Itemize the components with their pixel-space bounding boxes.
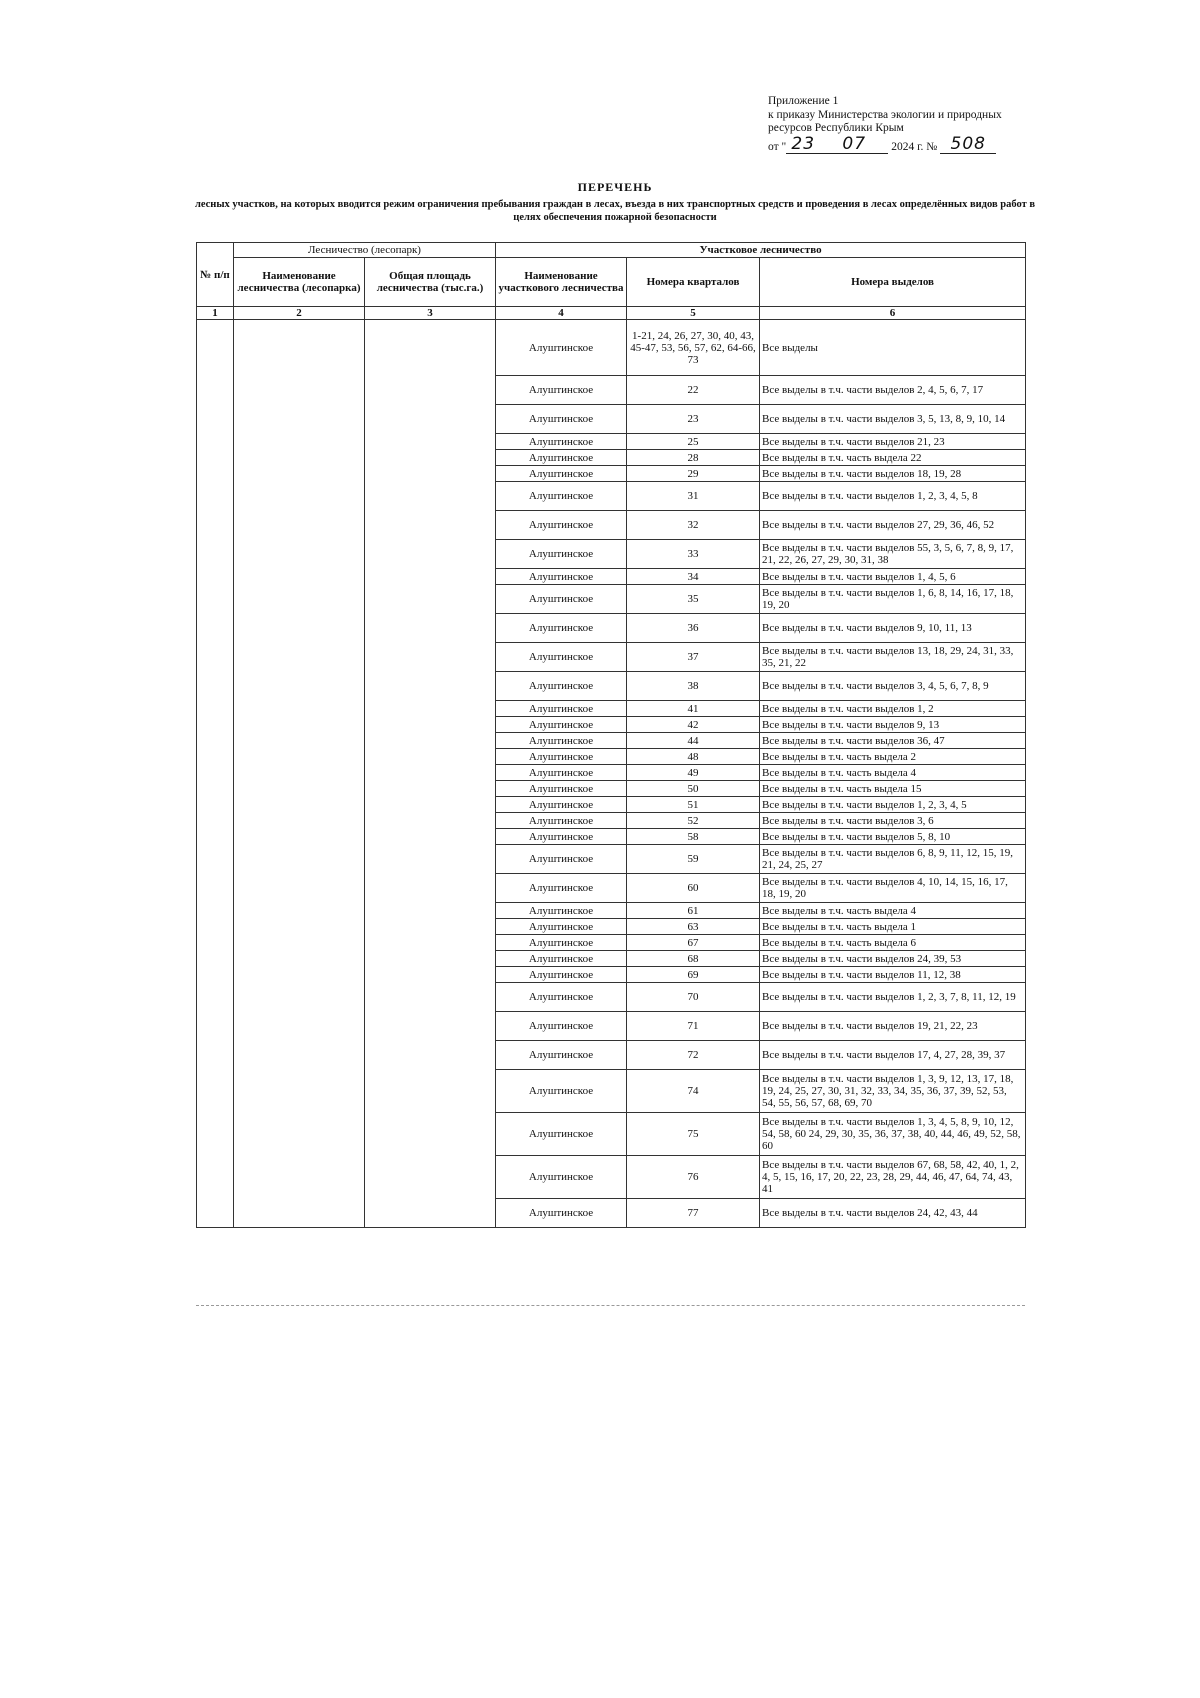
quarters-cell: 71 — [627, 1012, 760, 1041]
allotments-cell: Все выделы в т.ч. части выделов 1, 2, 3, 4, 5, 8 — [760, 482, 1026, 511]
blank-forestry-name-cell — [234, 320, 365, 1228]
district-cell: Алуштинское — [496, 434, 627, 450]
allotments-cell: Все выделы в т.ч. части выделов 67, 68, 58, 42, 40, 1, 2, 4, 5, 15, 16, 17, 20, 22, 23, 28, 29, 44, 46, 47, 64, 74, 43, 41 — [760, 1156, 1026, 1199]
district-cell: Алуштинское — [496, 540, 627, 569]
district-cell: Алуштинское — [496, 643, 627, 672]
district-cell: Алуштинское — [496, 845, 627, 874]
allotments-cell: Все выделы в т.ч. часть выдела 1 — [760, 919, 1026, 935]
district-cell: Алуштинское — [496, 829, 627, 845]
district-cell: Алуштинское — [496, 967, 627, 983]
header-col-forestry-area: Общая площадь лесничества (тыс.га.) — [365, 258, 496, 307]
district-cell: Алуштинское — [496, 935, 627, 951]
allotments-cell: Все выделы в т.ч. часть выдела 4 — [760, 765, 1026, 781]
district-cell: Алуштинское — [496, 983, 627, 1012]
header-row-numbers — [197, 307, 1026, 320]
forest-plots-table — [196, 242, 1026, 1228]
district-cell: Алуштинское — [496, 466, 627, 482]
allotments-cell: Все выделы в т.ч. части выделов 24, 39, 53 — [760, 951, 1026, 967]
allotments-cell: Все выделы в т.ч. части выделов 36, 47 — [760, 733, 1026, 749]
header-group-forestry: Лесничество (лесопарк) — [234, 243, 496, 258]
allotments-cell: Все выделы в т.ч. части выделов 2, 4, 5, 6, 7, 17 — [760, 376, 1026, 405]
quarters-cell: 70 — [627, 983, 760, 1012]
table-row — [197, 320, 1026, 376]
date-month-field — [820, 133, 888, 155]
allotments-cell: Все выделы в т.ч. части выделов 4, 10, 14, 15, 16, 17, 18, 19, 20 — [760, 874, 1026, 903]
allotments-cell: Все выделы в т.ч. части выделов 3, 5, 13, 8, 9, 10, 14 — [760, 405, 1026, 434]
quarters-cell: 59 — [627, 845, 760, 874]
appendix-order-line: к приказу Министерства экологии и природных — [768, 108, 1002, 121]
district-cell: Алуштинское — [496, 733, 627, 749]
quarters-cell: 67 — [627, 935, 760, 951]
allotments-cell: Все выделы в т.ч. части выделов 55, 3, 5, 6, 7, 8, 9, 17, 21, 22, 26, 27, 29, 30, 31, 38 — [760, 540, 1026, 569]
quarters-cell: 1-21, 24, 26, 27, 30, 40, 43, 45-47, 53, 56, 57, 62, 64-66, 73 — [627, 320, 760, 376]
quarters-cell: 32 — [627, 511, 760, 540]
allotments-cell: Все выделы в т.ч. части выделов 17, 4, 27, 28, 39, 37 — [760, 1041, 1026, 1070]
allotments-cell: Все выделы в т.ч. части выделов 19, 21, 22, 23 — [760, 1012, 1026, 1041]
quarters-cell: 76 — [627, 1156, 760, 1199]
district-cell: Алуштинское — [496, 765, 627, 781]
header-col-allotments: Номера выделов — [760, 258, 1026, 307]
district-cell: Алуштинское — [496, 511, 627, 540]
quarters-cell: 38 — [627, 672, 760, 701]
document-subtitle: лесных участков, на которых вводится режим ограничения пребывания граждан в лесах, въезда в них транспортных средств и проведения в лесах определённых видов работ в целях обеспечения пожарной безопасности — [194, 199, 1036, 223]
district-cell: Алуштинское — [496, 405, 627, 434]
district-cell: Алуштинское — [496, 1012, 627, 1041]
allotments-cell: Все выделы в т.ч. часть выдела 22 — [760, 450, 1026, 466]
allotments-cell: Все выделы в т.ч. части выделов 1, 4, 5, 6 — [760, 569, 1026, 585]
appendix-date-row — [768, 133, 1038, 155]
district-cell: Алуштинское — [496, 320, 627, 376]
district-cell: Алуштинское — [496, 585, 627, 614]
allotments-cell: Все выделы — [760, 320, 1026, 376]
district-cell: Алуштинское — [496, 569, 627, 585]
quarters-cell: 48 — [627, 749, 760, 765]
document-title: ПЕРЕЧЕНЬ — [577, 180, 653, 194]
quarters-cell: 28 — [627, 450, 760, 466]
title-block — [190, 180, 1040, 224]
quarters-cell: 33 — [627, 540, 760, 569]
order-number: 508 — [950, 133, 986, 154]
quarters-cell: 77 — [627, 1199, 760, 1228]
allotments-cell: Все выделы в т.ч. части выделов 27, 29, 36, 46, 52 — [760, 511, 1026, 540]
quarters-cell: 69 — [627, 967, 760, 983]
date-month: 07 — [842, 133, 867, 154]
header-col-number: № п/п — [197, 243, 234, 307]
district-cell: Алуштинское — [496, 1199, 627, 1228]
allotments-cell: Все выделы в т.ч. части выделов 24, 42, 43, 44 — [760, 1199, 1026, 1228]
header-col-district-name: Наименование участкового лесничества — [496, 258, 627, 307]
quarters-cell: 34 — [627, 569, 760, 585]
district-cell: Алуштинское — [496, 1156, 627, 1199]
district-cell: Алуштинское — [496, 903, 627, 919]
allotments-cell: Все выделы в т.ч. части выделов 18, 19, 28 — [760, 466, 1026, 482]
header-group-district: Участковое лесничество — [496, 243, 1026, 258]
col-number-label: 3 — [365, 307, 496, 320]
district-cell: Алуштинское — [496, 1041, 627, 1070]
allotments-cell: Все выделы в т.ч. части выделов 6, 8, 9, 11, 12, 15, 19, 21, 24, 25, 27 — [760, 845, 1026, 874]
quarters-cell: 35 — [627, 585, 760, 614]
district-cell: Алуштинское — [496, 717, 627, 733]
date-prefix: от " — [768, 140, 787, 153]
header-row-groups — [197, 243, 1026, 258]
scan-edge-line — [196, 1305, 1025, 1306]
district-cell: Алуштинское — [496, 450, 627, 466]
order-number-field — [940, 133, 996, 155]
appendix-ministry-line: ресурсов Республики Крым — [768, 122, 904, 134]
allotments-cell: Все выделы в т.ч. части выделов 1, 6, 8, 14, 16, 17, 18, 19, 20 — [760, 585, 1026, 614]
quarters-cell: 42 — [627, 717, 760, 733]
district-cell: Алуштинское — [496, 813, 627, 829]
quarters-cell: 44 — [627, 733, 760, 749]
allotments-cell: Все выделы в т.ч. части выделов 13, 18, 29, 24, 31, 33, 35, 21, 22 — [760, 643, 1026, 672]
quarters-cell: 63 — [627, 919, 760, 935]
col-number-label: 6 — [760, 307, 1026, 320]
quarters-cell: 49 — [627, 765, 760, 781]
quarters-cell: 25 — [627, 434, 760, 450]
date-day: 23 — [791, 133, 816, 154]
district-cell: Алуштинское — [496, 614, 627, 643]
header-row-columns — [197, 258, 1026, 307]
district-cell: Алуштинское — [496, 919, 627, 935]
allotments-cell: Все выделы в т.ч. части выделов 1, 3, 9, 12, 13, 17, 18, 19, 24, 25, 27, 30, 31, 32, 33, 34, 35, 36, 37, 39, 52, 53, 54, 55, 56, 57, 68, 69, 70 — [760, 1070, 1026, 1113]
district-cell: Алуштинское — [496, 701, 627, 717]
allotments-cell: Все выделы в т.ч. части выделов 5, 8, 10 — [760, 829, 1026, 845]
allotments-cell: Все выделы в т.ч. части выделов 11, 12, 38 — [760, 967, 1026, 983]
blank-number-cell — [197, 320, 234, 1228]
quarters-cell: 37 — [627, 643, 760, 672]
appendix-title: Приложение 1 — [768, 95, 839, 107]
quarters-cell: 51 — [627, 797, 760, 813]
quarters-cell: 29 — [627, 466, 760, 482]
allotments-cell: Все выделы в т.ч. части выделов 3, 6 — [760, 813, 1026, 829]
quarters-cell: 52 — [627, 813, 760, 829]
blank-forestry-area-cell — [365, 320, 496, 1228]
allotments-cell: Все выделы в т.ч. части выделов 9, 10, 11, 13 — [760, 614, 1026, 643]
table-body — [197, 320, 1026, 1228]
allotments-cell: Все выделы в т.ч. части выделов 9, 13 — [760, 717, 1026, 733]
quarters-cell: 22 — [627, 376, 760, 405]
date-year: 2024 г. № — [891, 140, 938, 153]
allotments-cell: Все выделы в т.ч. часть выдела 15 — [760, 781, 1026, 797]
quarters-cell: 58 — [627, 829, 760, 845]
col-number-label: 2 — [234, 307, 365, 320]
district-cell: Алуштинское — [496, 749, 627, 765]
allotments-cell: Все выделы в т.ч. части выделов 21, 23 — [760, 434, 1026, 450]
quarters-cell: 68 — [627, 951, 760, 967]
district-cell: Алуштинское — [496, 1070, 627, 1113]
col-number-label: 5 — [627, 307, 760, 320]
district-cell: Алуштинское — [496, 781, 627, 797]
allotments-cell: Все выделы в т.ч. части выделов 1, 2 — [760, 701, 1026, 717]
district-cell: Алуштинское — [496, 951, 627, 967]
quarters-cell: 75 — [627, 1113, 760, 1156]
district-cell: Алуштинское — [496, 672, 627, 701]
allotments-cell: Все выделы в т.ч. части выделов 3, 4, 5, 6, 7, 8, 9 — [760, 672, 1026, 701]
quarters-cell: 31 — [627, 482, 760, 511]
allotments-cell: Все выделы в т.ч. часть выдела 6 — [760, 935, 1026, 951]
header-col-quarters: Номера кварталов — [627, 258, 760, 307]
quarters-cell: 60 — [627, 874, 760, 903]
district-cell: Алуштинское — [496, 1113, 627, 1156]
appendix-block — [768, 95, 1038, 154]
allotments-cell: Все выделы в т.ч. части выделов 1, 2, 3, 7, 8, 11, 12, 19 — [760, 983, 1026, 1012]
quarters-cell: 72 — [627, 1041, 760, 1070]
district-cell: Алуштинское — [496, 376, 627, 405]
quarters-cell: 36 — [627, 614, 760, 643]
district-cell: Алуштинское — [496, 482, 627, 511]
quarters-cell: 41 — [627, 701, 760, 717]
quarters-cell: 74 — [627, 1070, 760, 1113]
header-col-forestry-name: Наименование лесничества (лесопарка) — [234, 258, 365, 307]
allotments-cell: Все выделы в т.ч. часть выдела 2 — [760, 749, 1026, 765]
allotments-cell: Все выделы в т.ч. части выделов 1, 3, 4, 5, 8, 9, 10, 12, 54, 58, 60 24, 29, 30, 35, 36, 37, 38, 40, 44, 46, 49, 52, 58, 60 — [760, 1113, 1026, 1156]
district-cell: Алуштинское — [496, 874, 627, 903]
quarters-cell: 61 — [627, 903, 760, 919]
quarters-cell: 23 — [627, 405, 760, 434]
district-cell: Алуштинское — [496, 797, 627, 813]
allotments-cell: Все выделы в т.ч. часть выдела 4 — [760, 903, 1026, 919]
col-number-label: 1 — [197, 307, 234, 320]
date-day-field — [786, 133, 820, 155]
col-number-label: 4 — [496, 307, 627, 320]
quarters-cell: 50 — [627, 781, 760, 797]
allotments-cell: Все выделы в т.ч. части выделов 1, 2, 3, 4, 5 — [760, 797, 1026, 813]
